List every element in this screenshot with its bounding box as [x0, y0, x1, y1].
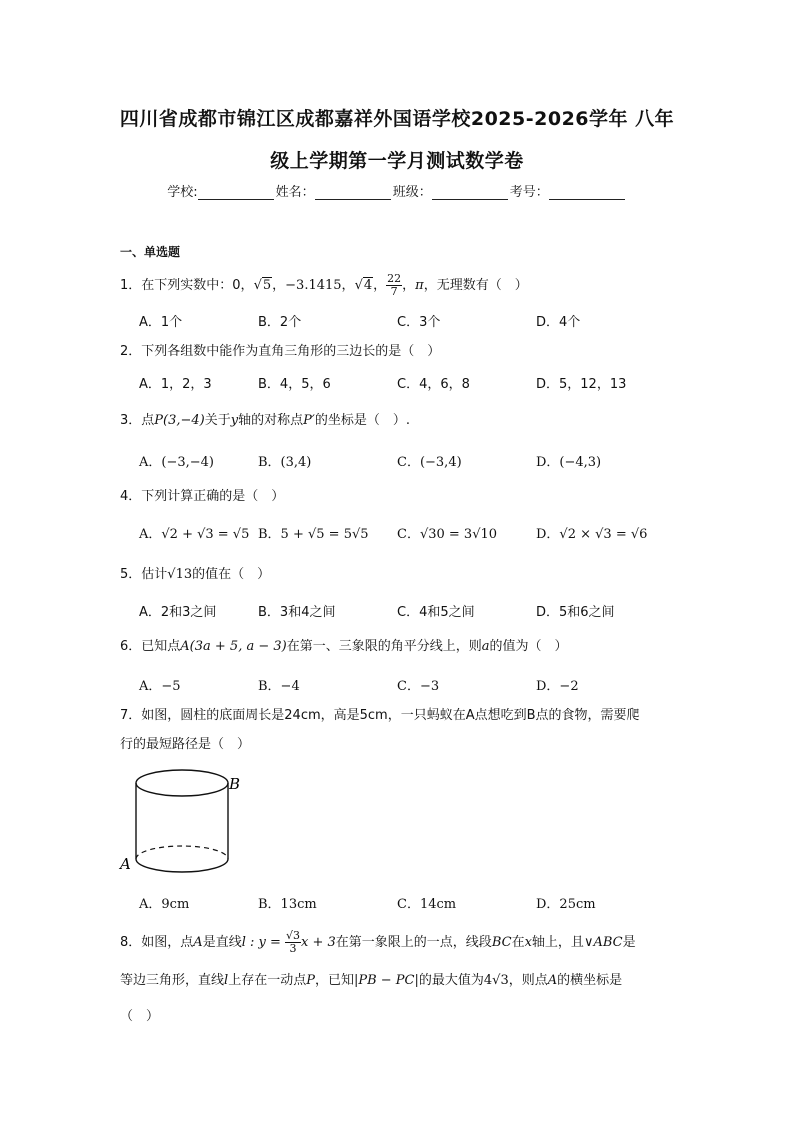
math-segment-bc: BC: [491, 935, 512, 950]
question-stem: 轴上，且: [531, 935, 584, 950]
option-d[interactable]: D．5，12，13: [536, 377, 627, 392]
option-a[interactable]: A．(−3,−4): [139, 455, 214, 470]
question-stem: 的坐标是（ ）.: [314, 413, 410, 428]
question-stem: 是: [622, 935, 636, 950]
question-stem: 的值在（ ）: [192, 567, 271, 582]
math-l: l: [224, 973, 229, 988]
school-label: 学校:: [167, 185, 198, 200]
math-sqrt13: √13: [167, 567, 193, 582]
option-d[interactable]: D．4个: [536, 315, 581, 330]
option-b[interactable]: B．13cm: [258, 897, 317, 912]
question-8: [120, 930, 700, 955]
question-stem: 的最大值为: [418, 973, 484, 988]
class-blank[interactable]: [432, 185, 508, 200]
question-7: [120, 706, 680, 726]
option-c[interactable]: C．(−3,4): [397, 455, 462, 470]
question-1-options: [139, 311, 699, 331]
question-number: 5．: [120, 567, 142, 582]
option-b[interactable]: B．−4: [258, 679, 300, 694]
question-stem: ，已知: [314, 973, 354, 988]
exam-number-label: 考号：: [509, 185, 549, 200]
question-2-options: [139, 373, 699, 393]
option-c[interactable]: C．4，6，8: [397, 377, 470, 392]
question-number: 7．: [120, 708, 142, 723]
math-line-equation-tail: x + 3: [301, 935, 336, 950]
math-point-a: A: [193, 935, 203, 950]
question-stem: 如图，点: [141, 935, 194, 950]
cylinder-bottom-front: [136, 859, 228, 872]
question-stem: 轴的对称点: [238, 413, 304, 428]
question-stem: ，则点: [508, 973, 548, 988]
math-p: P: [306, 973, 315, 988]
question-stem: 估计: [141, 567, 168, 582]
option-b[interactable]: B．3和4之间: [258, 605, 336, 620]
exam-number-blank[interactable]: [549, 185, 625, 200]
question-2: [120, 342, 680, 362]
option-d[interactable]: D．−2: [536, 679, 579, 694]
question-number: 1．: [120, 278, 142, 293]
question-7-options: [139, 893, 699, 913]
math-neg-3-1415: −3.1415: [285, 278, 342, 293]
question-number: 2．: [120, 344, 142, 359]
question-number: 3．: [120, 413, 142, 428]
question-8-line-2: [120, 971, 700, 991]
label-a: A: [120, 855, 131, 873]
question-stem: 在下列实数中：0，: [141, 278, 254, 293]
math-x: x: [524, 935, 532, 950]
name-blank[interactable]: [315, 185, 391, 200]
exam-title-line-1: 四川省成都市锦江区成都嘉祥外国语学校2025-2026学年 八年: [119, 108, 675, 130]
option-a[interactable]: A．√2 + √3 = √5: [139, 527, 250, 542]
option-c[interactable]: C．3个: [397, 315, 441, 330]
option-a[interactable]: A．−5: [139, 679, 181, 694]
math-line-equation: l : y =: [241, 935, 286, 950]
option-d[interactable]: D．(−4,3): [536, 455, 602, 470]
option-b[interactable]: B．(3,4): [258, 455, 312, 470]
school-blank[interactable]: [198, 185, 274, 200]
question-stem: 等边三角形，直线: [120, 973, 225, 988]
question-1: 1．在下列实数中：0，√5，−3.1415，√4， $\frac{22}{7}$ ，π，无理数有（ ）: [120, 272, 528, 298]
math-4sqrt3: 4√3: [483, 973, 509, 988]
cylinder-figure: [115, 765, 245, 875]
math-point-a: A(3a + 5, a − 3): [180, 639, 287, 654]
math-abs-pb-pc: |PB − PC|: [353, 973, 419, 988]
question-6: [120, 637, 680, 657]
math-y-axis: y: [230, 413, 239, 428]
option-b[interactable]: B．2个: [258, 315, 302, 330]
question-stem: 在: [511, 935, 525, 950]
option-a[interactable]: A．1个: [139, 315, 183, 330]
question-stem: 的值为（ ）: [489, 639, 568, 654]
question-5-options: [139, 601, 699, 621]
question-4: [120, 487, 680, 507]
option-b[interactable]: B．5 + √5 = 5√5: [258, 527, 369, 542]
cylinder-bottom-back-dashed: [136, 846, 228, 859]
question-4-options: [139, 523, 699, 543]
question-stem: 是直线: [202, 935, 242, 950]
question-stem: 下列各组数中能作为直角三角形的三边长的是（ ）: [141, 344, 441, 359]
class-label: 班级：: [392, 185, 432, 200]
question-3-options: [139, 451, 699, 471]
math-point-p-prime: P′: [303, 413, 315, 428]
question-stem: 的横坐标是: [557, 973, 623, 988]
question-stem: 已知点: [141, 639, 181, 654]
math-pi: π: [415, 278, 424, 293]
question-5: [120, 565, 680, 585]
question-number: 8．: [120, 935, 142, 950]
question-3: [120, 411, 680, 431]
math-point-a-2: A: [547, 973, 558, 988]
question-stem: 在第一、三象限的角平分线上，则: [286, 639, 482, 654]
question-stem-end: ，无理数有（ ）: [423, 278, 528, 293]
question-7-line-2: 行的最短路径是（ ）: [120, 737, 251, 752]
question-number: 4．: [120, 489, 142, 504]
math-fraction-sqrt3-3: $\frac{√3}{3}$: [286, 929, 301, 955]
option-b[interactable]: B．4，5，6: [258, 377, 331, 392]
name-label: 姓名：: [275, 185, 315, 200]
math-triangle-abc: ∨ABC: [583, 935, 623, 950]
cylinder-top-ellipse: [136, 770, 228, 796]
question-stem: 关于: [204, 413, 231, 428]
math-fraction-22-7: $\frac{22}{7}$: [387, 272, 402, 298]
question-stem: 上存在一动点: [228, 973, 307, 988]
option-a[interactable]: A．1，2，3: [139, 377, 212, 392]
math-sqrt4: √4: [354, 278, 373, 293]
option-c[interactable]: C．√30 = 3√10: [397, 527, 498, 542]
exam-title-line-2: 级上学期第一学月测试数学卷: [270, 150, 524, 172]
question-number: 6．: [120, 639, 142, 654]
question-stem: 在第一象限上的一点，线段: [335, 935, 492, 950]
label-b: B: [229, 775, 241, 793]
option-c[interactable]: C．14cm: [397, 897, 457, 912]
question-8-line-3: （ ）: [120, 1009, 160, 1024]
option-a[interactable]: A．9cm: [139, 897, 190, 912]
math-var-a: a: [481, 639, 490, 654]
option-c[interactable]: C．−3: [397, 679, 440, 694]
question-stem: 如图，圆柱的底面周长是24cm，高是5cm，一只蚂蚁在A点想吃到B点的食物，需要爬: [141, 708, 640, 723]
option-d[interactable]: D．25cm: [536, 897, 596, 912]
math-point-p: P(3,−4): [154, 413, 205, 428]
math-sqrt5: √5: [253, 278, 272, 293]
question-stem: 下列计算正确的是（ ）: [141, 489, 285, 504]
section-title: 一、单选题: [120, 245, 181, 259]
option-c[interactable]: C．4和5之间: [397, 605, 475, 620]
option-d[interactable]: D．5和6之间: [536, 605, 615, 620]
student-info-row: [0, 181, 794, 200]
question-6-options: [139, 675, 699, 695]
option-d[interactable]: D．√2 × √3 = √6: [536, 527, 648, 542]
option-a[interactable]: A．2和3之间: [139, 605, 217, 620]
question-stem: 点: [141, 413, 155, 428]
